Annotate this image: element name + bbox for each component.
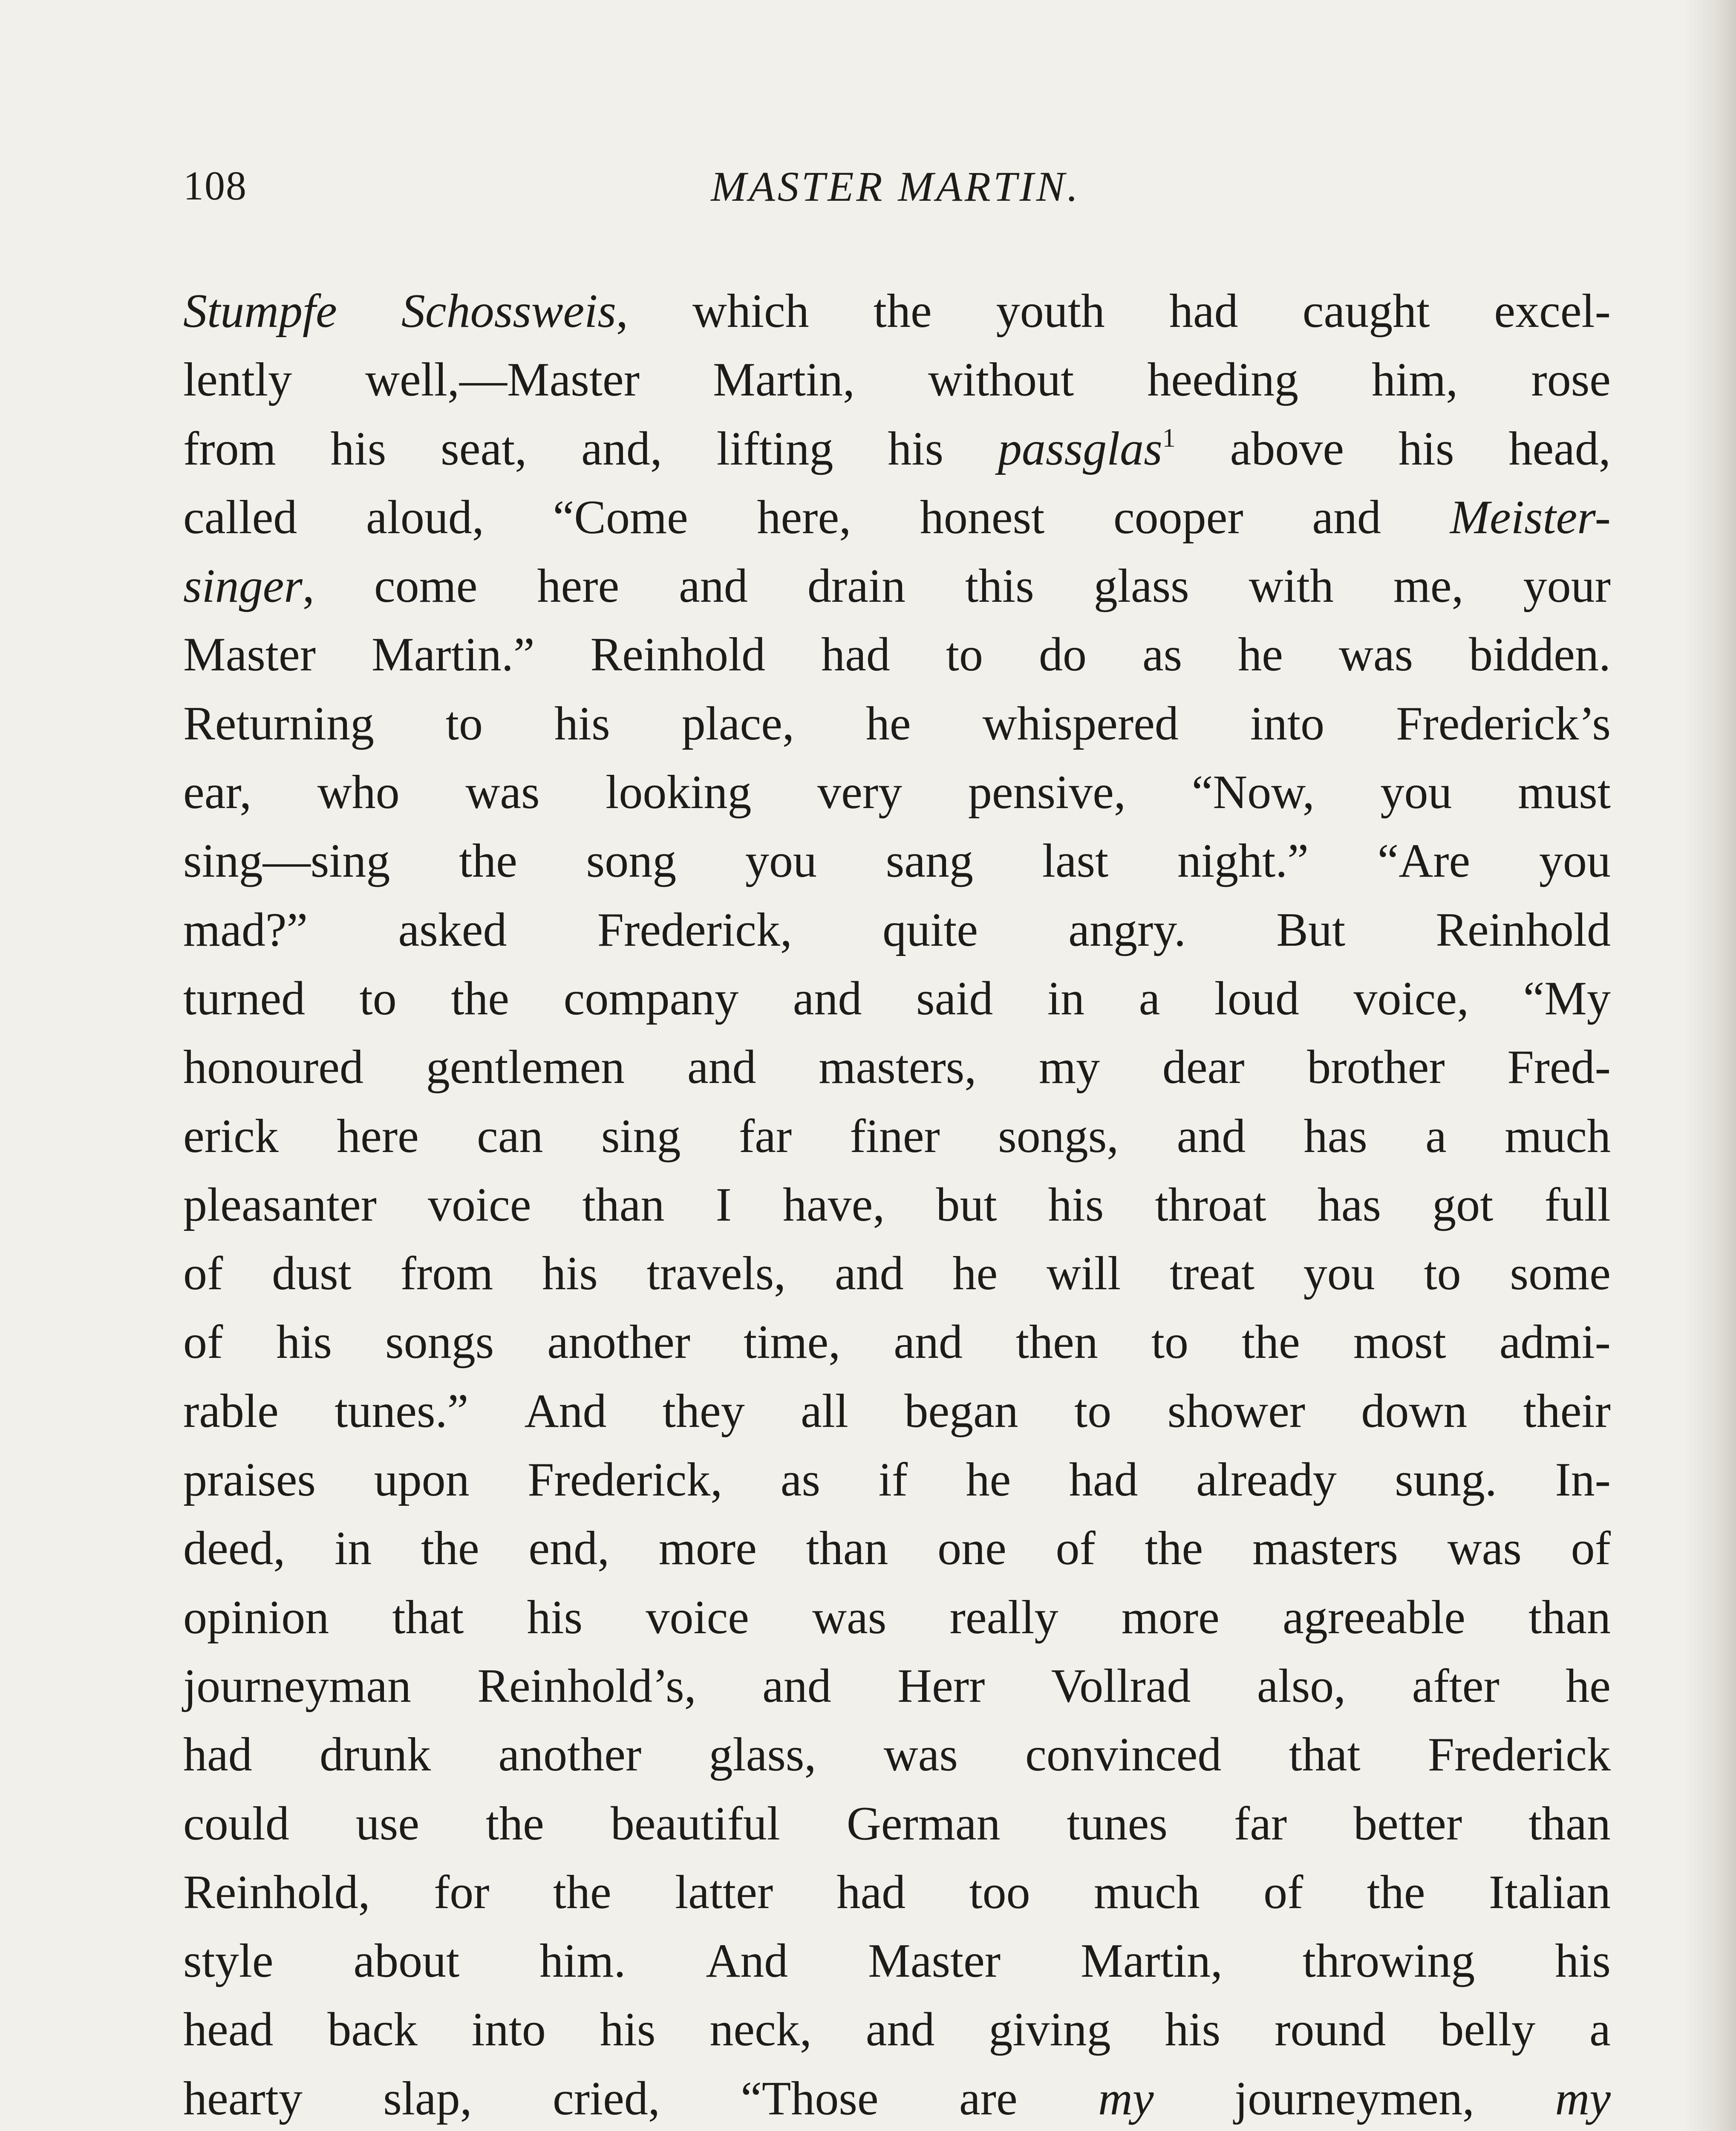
text-line [183,621,1611,689]
text-line [183,1858,1611,1927]
word: and [894,1316,963,1369]
word: here [337,1109,419,1163]
word: Reinhold [590,628,766,681]
word: pleasanter [183,1178,377,1231]
word: Vollrad [1051,1659,1191,1712]
word: his [542,1247,598,1300]
word: are [959,2072,1018,2125]
word: dear [1162,1041,1245,1094]
word: songs [385,1316,494,1369]
word: all [801,1384,849,1438]
word: a [1425,1109,1447,1163]
word: my [1555,2072,1611,2125]
word: his [554,697,610,750]
word: come [374,560,478,613]
word: cried, [552,2072,660,2125]
word: songs, [998,1109,1119,1163]
word: German [846,1797,1001,1850]
word: erick [183,1109,279,1163]
word: far [1234,1797,1287,1850]
word: throwing [1302,1935,1475,1988]
word: had [183,1728,252,1782]
word: use [355,1797,420,1850]
word: lifting [716,422,833,475]
word: I [715,1178,732,1231]
text-line [183,827,1611,895]
word: journeyman [183,1659,411,1712]
word: the [459,834,517,888]
word: here, [757,491,851,544]
word: most [1353,1316,1446,1369]
word: of [183,1316,223,1369]
text-line [183,1790,1611,1858]
text-line [183,964,1611,1033]
word: singer, [183,560,314,613]
word: was [1447,1522,1522,1575]
word: he [966,1453,1011,1507]
word: to [946,628,983,681]
word: belly [1440,2003,1536,2056]
word: and [679,560,748,613]
word: Martin, [713,353,855,407]
word: the [421,1522,479,1575]
word: bidden. [1469,628,1611,681]
word: and [793,972,862,1025]
word: you [745,834,817,888]
text-line [183,1927,1611,1995]
word: rable [183,1384,279,1438]
text-line [183,2065,1611,2131]
word: Reinhold, [183,1865,370,1919]
word: excel- [1494,285,1611,338]
word: head [183,2003,274,2056]
word: passglas$^1$ [998,422,1176,475]
word: back [327,2003,418,2056]
word: full [1544,1178,1611,1231]
word: “Are [1377,834,1471,888]
word: agreeable [1283,1591,1465,1644]
word: beautiful [610,1797,780,1850]
text-line [183,1377,1611,1446]
word: masters [1252,1522,1399,1575]
word: began [904,1384,1018,1438]
word: neck, [709,2003,812,2056]
word: really [949,1591,1058,1644]
word: to [445,697,483,750]
word: shower [1167,1384,1306,1438]
word: glass, [709,1728,816,1782]
word: after [1412,1659,1500,1712]
word: this [965,560,1034,613]
word: can [477,1109,543,1163]
word: and [1177,1109,1246,1163]
word: giving [989,2003,1111,2056]
word: looking [606,766,752,819]
text-line [183,690,1611,758]
word: here [537,560,620,613]
word: slap, [383,2072,472,2125]
word: rose [1531,353,1611,407]
word: the [1367,1865,1425,1919]
word: his [1048,1178,1104,1231]
word: the [1145,1522,1203,1575]
word: Stumpfe [183,285,337,338]
word: honest [920,491,1045,544]
word: sing—sing [183,834,390,888]
word: tunes [1067,1797,1168,1850]
word: you [1539,834,1611,888]
word: the [451,972,510,1025]
word: brother [1307,1041,1445,1094]
word: Martin.” [372,628,535,681]
word: could [183,1797,289,1850]
word: dust [272,1247,352,1300]
text-line [183,346,1611,414]
word: he [952,1247,998,1300]
word: and [865,2003,935,2056]
word: in [1047,972,1085,1025]
text-line [183,1652,1611,1721]
word: and, [581,422,662,475]
word: upon [374,1453,470,1507]
word: gentlemen [426,1041,625,1094]
word: into [471,2003,546,2056]
word: voice, [1353,972,1469,1025]
word: him, [1372,353,1458,407]
word: more [1121,1591,1220,1644]
word: company [563,972,739,1025]
word: his [888,422,944,475]
word: end, [528,1522,610,1575]
word: And [706,1935,788,1988]
word: opinion [183,1591,329,1644]
word: to [1151,1316,1188,1369]
word: pensive, [968,766,1126,819]
word: ear, [183,766,252,819]
word: my [1039,1041,1100,1094]
word: and [762,1659,831,1712]
word: angry. [1068,903,1186,956]
text-line [183,415,1611,483]
word: already [1196,1453,1337,1507]
word: another [547,1316,691,1369]
word: as [1142,628,1182,681]
text-line [183,1171,1611,1239]
word: about [353,1935,460,1988]
word: hearty [183,2072,303,2125]
word: whispered [982,697,1179,750]
text-line [183,483,1611,552]
word: deed, [183,1522,285,1575]
word: drunk [319,1728,431,1782]
word: have, [782,1178,885,1231]
word: Herr [897,1659,985,1712]
body-text [183,277,1611,2131]
word: the [1242,1316,1300,1369]
word: in [335,1522,372,1575]
word: to [359,972,397,1025]
word: and [1312,491,1381,544]
word: of [1571,1522,1611,1575]
word: another [498,1728,642,1782]
word: than [1528,1591,1611,1644]
word: very [817,766,903,819]
word: mad?” [183,903,308,956]
word: tunes.” [335,1384,469,1438]
word: praises [183,1453,316,1507]
word: also, [1257,1659,1346,1712]
word: had [836,1865,906,1919]
word: from [400,1247,493,1300]
word: style [183,1935,274,1988]
text-line [183,1033,1611,1102]
word: his [276,1316,332,1369]
word: then [1015,1316,1098,1369]
text-line [183,896,1611,964]
word: treat [1170,1247,1254,1300]
word: was [465,766,540,819]
word: Frederick, [528,1453,723,1507]
word: time, [744,1316,841,1369]
text-line [183,1102,1611,1171]
word: convinced [1025,1728,1222,1782]
word: sing [601,1109,681,1163]
word: and [834,1247,904,1300]
word: do [1038,628,1087,681]
page-edge-shadow [1685,0,1736,2131]
word: his [1165,2003,1221,2056]
word: masters, [819,1041,977,1094]
word: Master [183,628,316,681]
word: more [658,1522,757,1575]
word: night.” [1177,834,1309,888]
word: your [1523,560,1611,613]
word: Frederick’s [1396,697,1611,750]
word: lently [183,353,292,407]
word: aloud, [366,491,484,544]
word: quite [882,903,978,956]
text-line [183,1583,1611,1652]
word: who [317,766,400,819]
word: much [1093,1865,1200,1919]
word: loud [1214,972,1299,1025]
word: Meister- [1450,491,1611,544]
word: finer [850,1109,940,1163]
text-line [183,1239,1611,1308]
word: of [1055,1522,1096,1575]
word: has [1303,1109,1367,1163]
word: you [1380,766,1452,819]
word: throat [1155,1178,1266,1231]
word: admi- [1499,1316,1611,1369]
word: far [738,1109,792,1163]
word: much [1505,1109,1611,1163]
word: But [1276,903,1346,956]
word: which [692,285,809,338]
page-header [183,162,1608,222]
word: must [1518,766,1611,819]
word: In- [1555,1453,1611,1507]
word: caught [1302,285,1430,338]
word: sang [885,834,973,888]
word: “My [1523,972,1611,1025]
word: than [1528,1797,1611,1850]
word: had [821,628,890,681]
word: as [780,1453,821,1507]
word: was [1338,628,1413,681]
word: journeymen, [1234,2072,1474,2125]
word: glass [1093,560,1189,613]
word: drain [807,560,905,613]
word: to [1424,1247,1461,1300]
word: their [1523,1384,1611,1438]
word: his [527,1591,583,1644]
word: well,—Master [365,353,640,407]
word: Schossweis, [401,285,628,338]
word: has [1317,1178,1381,1231]
word: his [330,422,386,475]
word: a [1589,2003,1611,2056]
word: latter [675,1865,773,1919]
word: the [553,1865,611,1919]
word: turned [183,972,306,1025]
word: the [486,1797,544,1850]
word: Fred- [1507,1041,1611,1094]
word: had [1169,285,1238,338]
text-line [183,1995,1611,2064]
word: song [586,834,677,888]
word: the [873,285,932,338]
word: of [1263,1865,1303,1919]
word: head, [1508,422,1611,475]
word: was [812,1591,887,1644]
page-number: 108 [183,163,247,208]
word: had [1069,1453,1138,1507]
word: better [1353,1797,1462,1850]
text-line [183,758,1611,827]
word: Italian [1488,1865,1611,1919]
word: last [1042,834,1109,888]
text-line [183,1721,1611,1789]
word: Reinhold’s, [477,1659,696,1712]
word: sung. [1395,1453,1497,1507]
word: his [1555,1935,1611,1988]
text-line [183,1308,1611,1377]
word: got [1432,1178,1494,1231]
text-line [183,1446,1611,1514]
word: was [883,1728,958,1782]
word: voice [428,1178,531,1231]
word: if [878,1453,908,1507]
word: one [937,1522,1006,1575]
word: seat, [441,422,527,475]
word: youth [996,285,1105,338]
word: and [687,1041,756,1094]
word: than [582,1178,665,1231]
word: me, [1393,560,1464,613]
word: his [1398,422,1454,475]
word: he [865,697,911,750]
word: my [1098,2072,1154,2125]
word: him. [539,1935,626,1988]
word: you [1303,1247,1375,1300]
text-line [183,552,1611,621]
word: above [1230,422,1344,475]
word: And [524,1384,607,1438]
word: “Come [553,491,688,544]
word: asked [398,903,507,956]
word: Reinhold [1436,903,1611,956]
word: called [183,491,297,544]
word: Frederick [1427,1728,1611,1782]
text-line [183,1514,1611,1583]
word: some [1510,1247,1611,1300]
word: said [916,972,993,1025]
running-head: MASTER MARTIN. [711,163,1081,210]
word: a [1139,972,1160,1025]
word: but [936,1178,997,1231]
word: Martin, [1081,1935,1223,1988]
word: travels, [646,1247,786,1300]
word: from [183,422,276,475]
word: heeding [1147,353,1298,407]
word: round [1275,2003,1386,2056]
word: “Those [741,2072,879,2125]
word: Returning [183,697,374,750]
word: to [1074,1384,1112,1438]
word: without [928,353,1074,407]
word: voice [646,1591,749,1644]
word: his [600,2003,656,2056]
word: Master [868,1935,1001,1988]
word: than [806,1522,888,1575]
word: Frederick, [597,903,792,956]
word: he [1238,628,1283,681]
word: they [662,1384,745,1438]
text-line [183,277,1611,346]
word: cooper [1113,491,1243,544]
word: that [1289,1728,1361,1782]
word: honoured [183,1041,364,1094]
word: too [969,1865,1030,1919]
word: will [1046,1247,1121,1300]
word: that [392,1591,464,1644]
word: down [1361,1384,1468,1438]
word: with [1249,560,1334,613]
word: of [183,1247,223,1300]
word: he [1566,1659,1611,1712]
word: for [433,1865,490,1919]
word: “Now, [1191,766,1315,819]
word: place, [681,697,794,750]
word: into [1250,697,1325,750]
